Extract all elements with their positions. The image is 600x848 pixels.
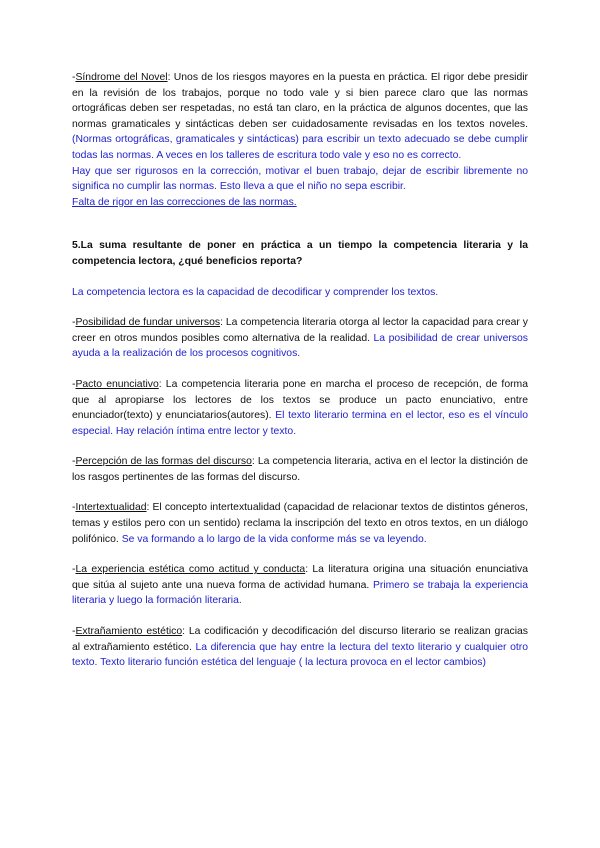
question-5-intro: La competencia lectora es la capacidad de decodificar y comprender los textos.: [72, 286, 439, 298]
note-rigor: Hay que ser rigurosos en la corrección, motivar el buen trabajo, dejar de escribir libremente no significa no cumplir las normas. Esto lleva a que el niño no sepa escribir.: [72, 165, 528, 193]
note-experiencia: Primero se trabaja la experiencia literaria y luego la formación literaria.: [72, 579, 528, 607]
question-5-heading: 5.La suma resultante de poner en práctica a un tiempo la competencia literaria y la competencia lectora, ¿qué beneficios reporta?: [72, 240, 528, 267]
text-percepcion: : La competencia literaria, activa en el lector la distinción de los rasgos pertinentes de las formas del discurso.: [72, 456, 529, 483]
text-posibilidad: : La competencia literaria otorga al lector la capacidad para crear y creer en otros mundos posibles como alternativa de la realidad.: [72, 317, 529, 344]
item-extranamiento: -Extrañamiento estético: La codificación y decodificación del discurso literario se realizan gracias al extrañamiento estético. La diferencia que hay entre la lectura del texto literario y cualquier otro texto. Texto literario función estética del lenguaje ( la lectura provoca en el lector cambios): [72, 626, 529, 669]
item-posibilidad: -Posibilidad de fundar universos: La competencia literaria otorga al lector la capacidad para crear y creer en otros mundos posibles como alternativa de la realidad. La posibilidad de crear universos ayuda a la realización de los procesos cognitivos.: [72, 317, 529, 360]
note-falta-rigor: Falta de rigor en las correcciones de las normas.: [72, 196, 297, 208]
text-intertextualidad: : El concepto intertextualidad (capacidad de relacionar textos de distintos géneros, temas y estilos pero con un sentido) reclama la inscripción del texto en otros textos, en un diálogo polifónico.: [72, 502, 528, 545]
text-extranamiento: : La codificación y decodificación del discurso literario se realizan gracias al extrañamiento estético.: [72, 626, 528, 653]
term-posibilidad: Posibilidad de fundar universos: [75, 317, 221, 329]
term-experiencia: La experiencia estética como actitud y conducta: [75, 564, 306, 576]
item-percepcion: -Percepción de las formas del discurso: La competencia literaria, activa en el lector la distinción de los rasgos pertinentes de las formas del discurso.: [72, 456, 529, 483]
item-experiencia: -La experiencia estética como actitud y conducta: La literatura origina una situación enunciativa que sitúa al sujeto ante una nueva forma de actividad humana. Primero se trabaja la experiencia literaria y luego la formación literaria.: [72, 564, 529, 607]
note-posibilidad: La posibilidad de crear universos ayuda a la realización de los procesos cognitivos.: [72, 332, 528, 360]
term-pacto: Pacto enunciativo: [75, 378, 159, 390]
text-experiencia: : La literatura origina una situación enunciativa que sitúa al sujeto ante una nueva forma de actividad humana.: [72, 564, 529, 591]
text-sindrome-novel: : Unos de los riesgos mayores en la puesta en práctica. El rigor debe presidir en la revisión de los trabajos, porque no todo vale y si bien parece claro que las normas ortográficas deben ser respetadas, no está tan claro, en la práctica de algunos docentes, que las normas gramaticales y sintácticas deben ser cuidadosamente revisadas en los textos noveles.: [72, 72, 528, 130]
term-sindrome-novel: Síndrome del Novel: [75, 72, 168, 83]
item-intertextualidad: -Intertextualidad: El concepto intertextualidad (capacidad de relacionar textos de distintos géneros, temas y estilos pero con un sentido) reclama la inscripción del texto en otros textos, en un diálogo polifónico. Se va formando a lo largo de la vida conforme más se va leyendo.: [72, 502, 528, 545]
note-intertextualidad: Se va formando a lo largo de la vida conforme más se va leyendo.: [121, 533, 427, 545]
text-pacto: : La competencia literaria pone en marcha el proceso de recepción, de forma que al apropiarse los lectores de los textos se produce un pacto enunciativo, entre enunciador(texto) y enunciatarios(autores).: [72, 378, 528, 422]
paragraph-sindrome-novel: -Síndrome del Novel: Unos de los riesgos mayores en la puesta en práctica. El rigor debe presidir en la revisión de los trabajos, porque no todo vale y si bien parece claro que las normas ortográficas deben ser respetadas, no está tan claro, en la práctica de algunos docentes, que las normas gramaticales y sintácticas deben ser cuidadosamente revisadas en los textos noveles. (Normas ortográficas, gramaticales y sintácticas) para escribir un texto adecuado se debe cumplir todas las normas. A veces en los talleres de escritura todo vale y eso no es correcto.: [72, 72, 528, 161]
item-pacto: -Pacto enunciativo: La competencia literaria pone en marcha el proceso de recepción, de forma que al apropiarse los lectores de los textos se produce un pacto enunciativo, entre enunciador(texto) y enunciatarios(autores). El texto literario termina en el lector, eso es el vínculo especial. Hay relación íntima entre lector y texto.: [72, 378, 528, 437]
document-page: [72, 70, 528, 671]
note-normas: (Normas ortográficas, gramaticales y sintácticas) para escribir un texto adecuado se debe cumplir todas las normas. A veces en los talleres de escritura todo vale y eso no es correcto.: [72, 134, 528, 161]
term-percepcion: Percepción de las formas del discurso: [75, 456, 252, 468]
term-extranamiento: Extrañamiento estético: [75, 626, 183, 638]
term-intertextualidad: Intertextualidad: [75, 502, 147, 514]
note-extranamiento: La diferencia que hay entre la lectura del texto literario y cualquier otro texto. Texto literario función estética del lenguaje ( la lectura provoca en el lector cambios): [72, 641, 529, 669]
note-pacto: El texto literario termina en el lector, eso es el vínculo especial. Hay relación íntima entre lector y texto.: [72, 410, 528, 437]
